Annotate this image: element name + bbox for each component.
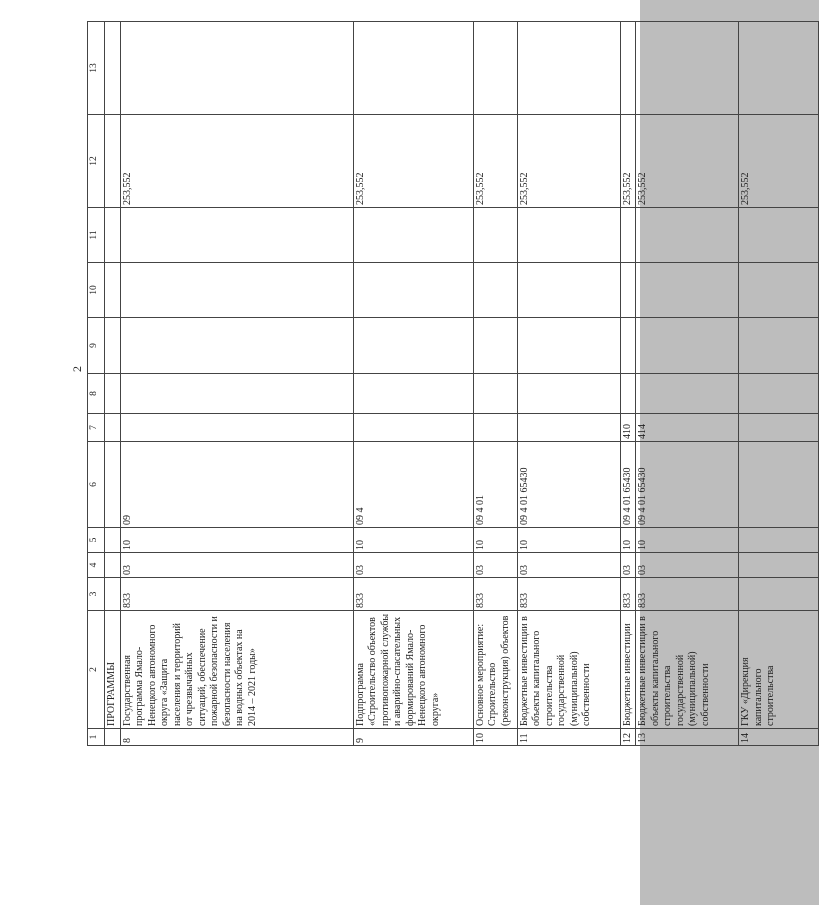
empty-cell xyxy=(105,208,121,263)
header-cell: 5 xyxy=(88,528,105,553)
col-5-value: 10 xyxy=(353,528,473,553)
col-10-value xyxy=(636,263,739,318)
row-name: Бюджетные инвестиции в объекты капитального строительства государственной (муниципальной) собственности xyxy=(636,611,739,729)
col-11-value xyxy=(517,208,620,263)
col-11-value xyxy=(120,208,353,263)
header-cell: 2 xyxy=(88,611,105,729)
header-cell: 6 xyxy=(88,442,105,528)
table-row xyxy=(517,22,620,746)
header-cell: 9 xyxy=(88,318,105,374)
table-row xyxy=(120,22,353,746)
rotated-table-container xyxy=(87,22,776,746)
col-10-value xyxy=(620,263,636,318)
table-row xyxy=(473,22,517,746)
col-9-value xyxy=(636,318,739,374)
col-5-value: 10 xyxy=(473,528,517,553)
table-row xyxy=(636,22,739,746)
col-8-value xyxy=(353,374,473,414)
col-5-value: 10 xyxy=(517,528,620,553)
section-empty-cell xyxy=(105,729,121,746)
col-4-value: 03 xyxy=(636,553,739,578)
col-10-value xyxy=(353,263,473,318)
col-3-value: 833 xyxy=(120,578,353,611)
col-3-value: 833 xyxy=(473,578,517,611)
col-5-value: 10 xyxy=(120,528,353,553)
section-title: ПРОГРАММЫ xyxy=(105,611,121,729)
col-12-value: 253,552 xyxy=(473,115,517,208)
col-7-value: 410 xyxy=(620,414,636,442)
col-9-value xyxy=(620,318,636,374)
row-name: Основное мероприятие: Строительство (реконструкция) объектов xyxy=(473,611,517,729)
empty-cell xyxy=(105,374,121,414)
col-8-value xyxy=(739,374,819,414)
row-name: Бюджетные инвестиции xyxy=(620,611,636,729)
col-7-value: 414 xyxy=(636,414,739,442)
header-cell: 10 xyxy=(88,263,105,318)
col-10-value xyxy=(473,263,517,318)
col-12-value: 253,552 xyxy=(517,115,620,208)
col-13-value xyxy=(353,22,473,115)
row-number: 8 xyxy=(120,729,353,746)
col-6-value: 09 4 01 65430 xyxy=(517,442,620,528)
row-number: 10 xyxy=(473,729,517,746)
header-cell: 4 xyxy=(88,553,105,578)
col-10-value xyxy=(120,263,353,318)
col-11-value xyxy=(353,208,473,263)
header-cell: 13 xyxy=(88,22,105,115)
col-9-value xyxy=(353,318,473,374)
col-6-value xyxy=(739,442,819,528)
col-6-value: 09 xyxy=(120,442,353,528)
empty-cell xyxy=(105,263,121,318)
header-cell: 7 xyxy=(88,414,105,442)
empty-cell xyxy=(105,442,121,528)
data-rows xyxy=(120,22,819,746)
header-cell: 8 xyxy=(88,374,105,414)
col-7-value xyxy=(353,414,473,442)
header-cell: 1 xyxy=(88,729,105,746)
table-row xyxy=(353,22,473,746)
row-number: 12 xyxy=(620,729,636,746)
col-7-value xyxy=(517,414,620,442)
col-6-value: 09 4 01 65430 xyxy=(636,442,739,528)
col-4-value: 03 xyxy=(353,553,473,578)
col-11-value xyxy=(620,208,636,263)
col-13-value xyxy=(739,22,819,115)
col-13-value xyxy=(636,22,739,115)
col-13-value xyxy=(620,22,636,115)
col-3-value: 833 xyxy=(620,578,636,611)
table-row xyxy=(739,22,819,746)
col-9-value xyxy=(120,318,353,374)
row-name: Государственная программа Ямало-Ненецкого автономного округа «Защита населения и территорий от чрезвычайных ситуаций, обеспечение пожарной безопасности и безопасности населения на водных объектах на 2014 – 2021 годы» xyxy=(120,611,353,729)
empty-cell xyxy=(105,318,121,374)
col-9-value xyxy=(739,318,819,374)
col-12-value: 253,552 xyxy=(636,115,739,208)
col-3-value: 833 xyxy=(636,578,739,611)
col-13-value xyxy=(473,22,517,115)
budget-table xyxy=(87,21,819,746)
empty-cell xyxy=(105,553,121,578)
page-number: 2 xyxy=(70,366,84,372)
col-4-value: 03 xyxy=(120,553,353,578)
col-8-value xyxy=(620,374,636,414)
col-11-value xyxy=(739,208,819,263)
col-5-value xyxy=(739,528,819,553)
row-number: 9 xyxy=(353,729,473,746)
empty-cell xyxy=(105,528,121,553)
row-number: 11 xyxy=(517,729,620,746)
col-10-value xyxy=(517,263,620,318)
header-cell: 11 xyxy=(88,208,105,263)
header-row xyxy=(88,22,105,746)
col-5-value: 10 xyxy=(636,528,739,553)
col-6-value: 09 4 01 65430 xyxy=(620,442,636,528)
row-number: 13 xyxy=(636,729,739,746)
col-8-value xyxy=(636,374,739,414)
table-row xyxy=(620,22,636,746)
header-cell: 12 xyxy=(88,115,105,208)
col-7-value xyxy=(473,414,517,442)
col-3-value: 833 xyxy=(353,578,473,611)
col-13-value xyxy=(120,22,353,115)
section-row xyxy=(105,22,121,746)
col-3-value: 833 xyxy=(517,578,620,611)
col-12-value: 253,552 xyxy=(620,115,636,208)
col-4-value xyxy=(739,553,819,578)
col-4-value: 03 xyxy=(620,553,636,578)
col-9-value xyxy=(517,318,620,374)
col-13-value xyxy=(517,22,620,115)
col-12-value: 253,552 xyxy=(353,115,473,208)
empty-cell xyxy=(105,578,121,611)
empty-cell xyxy=(105,22,121,115)
col-11-value xyxy=(636,208,739,263)
col-7-value xyxy=(120,414,353,442)
row-name: Бюджетные инвестиции в объекты капитального строительства государственной (муниципальной) собственности xyxy=(517,611,620,729)
col-3-value xyxy=(739,578,819,611)
col-4-value: 03 xyxy=(517,553,620,578)
row-name: Подпрограмма «Строительство объектов противопожарной службы и аварийно-спасательных формирований Ямало-Ненецкого автономного округа» xyxy=(353,611,473,729)
col-11-value xyxy=(473,208,517,263)
col-6-value: 09 4 01 xyxy=(473,442,517,528)
col-7-value xyxy=(739,414,819,442)
col-8-value xyxy=(120,374,353,414)
col-4-value: 03 xyxy=(473,553,517,578)
col-9-value xyxy=(473,318,517,374)
empty-cell xyxy=(105,115,121,208)
col-5-value: 10 xyxy=(620,528,636,553)
row-number: 14 xyxy=(739,729,819,746)
col-10-value xyxy=(739,263,819,318)
col-8-value xyxy=(517,374,620,414)
col-12-value: 253,552 xyxy=(120,115,353,208)
empty-cell xyxy=(105,414,121,442)
col-6-value: 09 4 xyxy=(353,442,473,528)
page-bottom-margin xyxy=(0,762,640,905)
header-cell: 3 xyxy=(88,578,105,611)
col-12-value: 253,552 xyxy=(739,115,819,208)
row-name: ГКУ «Дирекция капитального строительства xyxy=(739,611,819,729)
col-8-value xyxy=(473,374,517,414)
